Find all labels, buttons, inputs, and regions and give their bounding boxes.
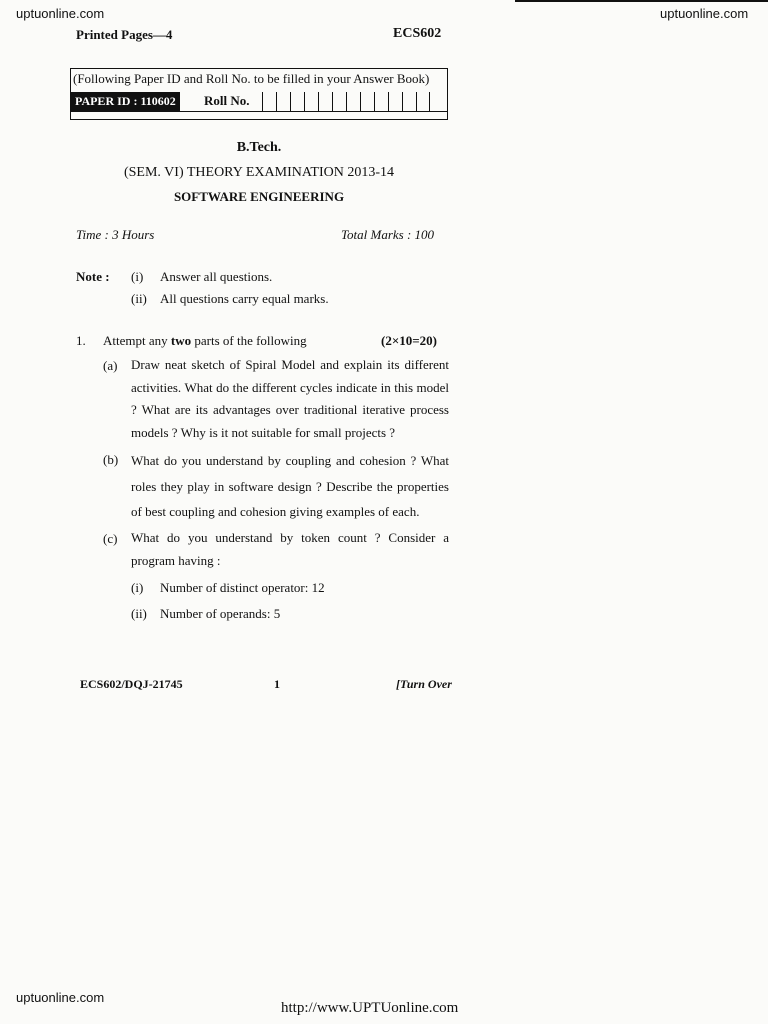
watermark-top-left: uptuonline.com [16,6,105,21]
part-c-text: What do you understand by token count ? Consider a program having : [131,530,449,568]
roll-number-boxes[interactable] [262,92,430,111]
footer-code: ECS602/DQJ-21745 [80,677,183,691]
note-label: Note : [76,269,110,284]
roll-box[interactable] [262,92,276,111]
note-text-2: All questions carry equal marks. [160,291,329,306]
top-rule [515,0,768,2]
subitem-text-1: Number of distinct operator: 12 [160,580,325,595]
session: (SEM. VI) THEORY EXAMINATION 2013-14 [123,165,394,180]
exam-time: Time : 3 Hours [76,227,155,242]
roll-box[interactable] [360,92,374,111]
subject: SOFTWARE ENGINEERING [173,189,345,204]
roll-box[interactable] [318,92,332,111]
roll-box[interactable] [304,92,318,111]
question-intro-bold: two [170,333,192,348]
exam-marks: Total Marks : 100 [341,227,435,242]
question-number: 1. [76,333,86,348]
watermark-bottom-left: uptuonline.com [16,990,105,1005]
roll-box[interactable] [388,92,402,111]
part-b-text: What do you understand by coupling and cohesion ? What roles they play in software design ? Describe the properties of best coupling and cohesion giving examples of each. [131,453,449,519]
roll-box[interactable] [346,92,360,111]
question-intro-pre: Attempt any [103,333,171,348]
box-bottom-line [71,111,447,112]
note-num-1: (i) [131,269,144,284]
question-intro [103,333,307,349]
roll-box[interactable] [374,92,388,111]
watermark-bottom-url: http://www.UPTUonline.com [281,1000,459,1016]
note-num-2: (ii) [131,291,147,306]
question-intro-post: parts of the following [191,333,307,348]
subitem-num-2: (ii) [131,606,147,621]
page-number: 1 [274,677,280,691]
question-marks: (2×10=20) [381,333,437,348]
degree: B.Tech. [236,140,282,155]
part-b-label: (b) [103,452,119,467]
turn-over: [Turn Over [396,677,452,691]
paper-code: ECS602 [393,26,442,41]
roll-box[interactable] [402,92,416,111]
part-a-label: (a) [103,358,118,373]
part-a-text: Draw neat sketch of Spiral Model and explain its different activities. What do the different cycles indicate in this model ? What are its advantages over traditional iterative process models ? Why is it not suitable for small projects ? [131,357,449,440]
roll-box[interactable] [416,92,430,111]
part-c-label: (c) [103,531,118,546]
id-row [71,92,447,111]
id-instruction: (Following Paper ID and Roll No. to be filled in your Answer Book) [73,71,430,86]
subitem-text-2: Number of operands: 5 [160,606,281,621]
roll-box[interactable] [276,92,290,111]
roll-box[interactable] [332,92,346,111]
subitem-num-1: (i) [131,580,144,595]
note-text-1: Answer all questions. [160,269,273,284]
roll-box[interactable] [290,92,304,111]
roll-label: Roll No. [204,93,250,108]
paper-id: PAPER ID : 110602 [71,92,180,111]
printed-pages: Printed Pages—4 [76,27,173,42]
watermark-top-right: uptuonline.com [660,6,749,21]
paper-id-box [70,68,448,120]
